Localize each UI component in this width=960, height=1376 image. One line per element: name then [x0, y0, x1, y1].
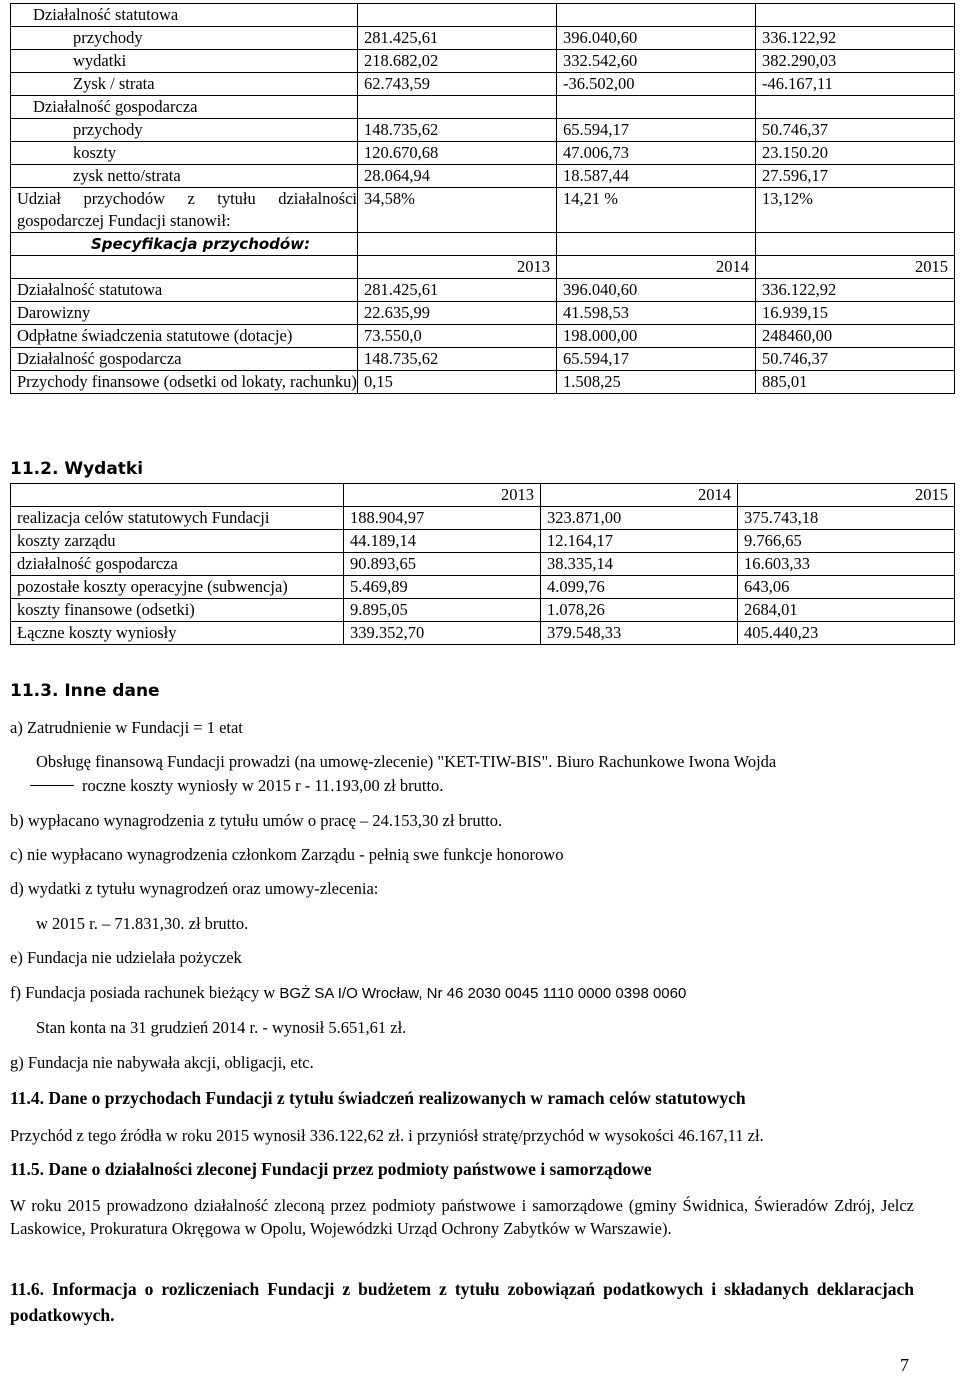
value-2015: 885,01	[756, 371, 955, 394]
value-2013: 90.893,65	[344, 553, 541, 576]
year-header: 2015	[756, 256, 955, 279]
value-2013: 9.895,05	[344, 599, 541, 622]
value-2013: 5.469,89	[344, 576, 541, 599]
row-label: wydatki	[11, 50, 358, 73]
table-row	[11, 599, 955, 622]
table-row	[11, 4, 955, 27]
value-2015: 382.290,03	[756, 50, 955, 73]
row-label: Odpłatne świadczenia statutowe (dotacje)	[11, 325, 358, 348]
table-row	[11, 50, 955, 73]
value-2015: 2684,01	[738, 599, 955, 622]
value-2015: 405.440,23	[738, 622, 955, 645]
value-2014: -36.502,00	[557, 73, 756, 96]
value-2014: 65.594,17	[557, 348, 756, 371]
section-115-text: W roku 2015 prowadzono działalność zleconą przez podmioty państwowe i samorządowe (gminy Świdnica, Świeradów Zdrój, Jelcz Laskowice, Prokuratura Okręgowa w Opolu, Wojewódzki Urząd Ochrony Zabytków w Warszawie).	[10, 1196, 914, 1238]
value-2015: 23.150.20	[756, 142, 955, 165]
item-d: d) wydatki z tytułu wynagrodzeń oraz umowy-zlecenia:	[10, 879, 379, 898]
row-label: Przychody finansowe (odsetki od lokaty, rachunku)	[11, 371, 358, 394]
value-2015: 9.766,65	[738, 530, 955, 553]
years-header-row	[11, 484, 955, 507]
row-label: koszty finansowe (odsetki)	[11, 599, 344, 622]
table-row	[11, 188, 955, 233]
value-2013: 281.425,61	[358, 27, 557, 50]
value-2013: 22.635,99	[358, 302, 557, 325]
table-row	[11, 302, 955, 325]
value-2015: 375.743,18	[738, 507, 955, 530]
table-row	[11, 119, 955, 142]
value-2013: 0,15	[358, 371, 557, 394]
year-header: 2013	[358, 256, 557, 279]
table-row	[11, 165, 955, 188]
value-2015: 336.122,92	[756, 279, 955, 302]
value-2014: 323.871,00	[541, 507, 738, 530]
obsluga-line-2: roczne koszty wyniosły w 2015 r - 11.193,00 zł brutto.	[82, 776, 444, 795]
value-2013: 188.904,97	[344, 507, 541, 530]
row-label: Działalność statutowa	[11, 279, 358, 302]
item-b: b) wypłacano wynagrodzenia z tytułu umów o pracę – 24.153,30 zł brutto.	[10, 811, 503, 830]
value-2015: -46.167,11	[756, 73, 955, 96]
section-heading-dzialalnosc-zlecona: 11.5. Dane o działalności zleconej Fundacji przez podmioty państwowe i samorządowe	[10, 1159, 652, 1179]
item-f-prefix: f) Fundacja posiada rachunek bieżący w	[10, 983, 280, 1002]
row-label: koszty zarządu	[11, 530, 344, 553]
value-2013: 281.425,61	[358, 279, 557, 302]
value-2015: 16.939,15	[756, 302, 955, 325]
table-row	[11, 507, 955, 530]
row-label: przychody	[11, 119, 358, 142]
row-label: zysk netto/strata	[11, 165, 358, 188]
financial-summary-table	[10, 3, 955, 394]
item-f	[10, 981, 686, 1005]
expenses-table	[10, 483, 955, 645]
value-2014: 18.587,44	[557, 165, 756, 188]
table-row	[11, 233, 955, 256]
spec-label: Specyfikacja przychodów:	[11, 233, 358, 256]
value-2014: 396.040,60	[557, 279, 756, 302]
row-label: Działalność statutowa	[11, 4, 358, 27]
value-2013: 120.670,68	[358, 142, 557, 165]
value-2014: 1.078,26	[541, 599, 738, 622]
value-2013: 148.735,62	[358, 119, 557, 142]
value-2015: 27.596,17	[756, 165, 955, 188]
value-2013: 62.743,59	[358, 73, 557, 96]
obsluga-line-1: Obsługę finansową Fundacji prowadzi (na umowę-zlecenie) "KET-TIW-BIS". Biuro Rachunkowe Iwona Wojda	[36, 752, 777, 771]
table-row	[11, 371, 955, 394]
share-2014: 14,21 %	[557, 188, 756, 233]
section-heading-wydatki: 11.2. Wydatki	[10, 459, 144, 479]
value-2014: 41.598,53	[557, 302, 756, 325]
value-2013: 73.550,0	[358, 325, 557, 348]
item-e: e) Fundacja nie udzielała pożyczek	[10, 948, 242, 967]
table-row	[11, 142, 955, 165]
table-row	[11, 553, 955, 576]
value-2015: 248460,00	[756, 325, 955, 348]
year-header: 2015	[738, 484, 955, 507]
section-114-text: Przychód z tego źródła w roku 2015 wynosił 336.122,62 zł. i przyniósł stratę/przychód w wysokości 46.167,11 zł.	[10, 1126, 764, 1145]
item-a: a) Zatrudnienie w Fundacji = 1 etat	[10, 718, 243, 737]
row-label: Działalność gospodarcza	[11, 96, 358, 119]
value-2014: 38.335,14	[541, 553, 738, 576]
item-c: c) nie wypłacano wynagrodzenia członkom Zarządu - pełnią swe funkcje honorowo	[10, 845, 564, 864]
year-header: 2014	[557, 256, 756, 279]
row-label: przychody	[11, 27, 358, 50]
value-2014: 4.099,76	[541, 576, 738, 599]
value-2015: 50.746,37	[756, 119, 955, 142]
year-header: 2013	[344, 484, 541, 507]
share-2015: 13,12%	[756, 188, 955, 233]
row-label: Darowizny	[11, 302, 358, 325]
value-2015: 16.603,33	[738, 553, 955, 576]
value-2013: 218.682,02	[358, 50, 557, 73]
value-2014: 198.000,00	[557, 325, 756, 348]
table-row	[11, 73, 955, 96]
value-2013: 44.189,14	[344, 530, 541, 553]
value-2015: 643,06	[738, 576, 955, 599]
bank-account: BGŻ SA I/O Wrocław, Nr 46 2030 0045 1110 0000 0398 0060	[279, 985, 687, 1002]
row-label: koszty	[11, 142, 358, 165]
table-row	[11, 325, 955, 348]
value-2015: 50.746,37	[756, 348, 955, 371]
expenses-rows	[11, 484, 955, 645]
page-number: 7	[900, 1355, 909, 1375]
row-label: działalność gospodarcza	[11, 553, 344, 576]
value-2014: 1.508,25	[557, 371, 756, 394]
years-header-row	[11, 256, 955, 279]
section-heading-inne-dane: 11.3. Inne dane	[10, 681, 160, 701]
value-2013: 148.735,62	[358, 348, 557, 371]
value-2014: 47.006,73	[557, 142, 756, 165]
year-header: 2014	[541, 484, 738, 507]
table-row	[11, 27, 955, 50]
row-label: Łączne koszty wyniosły	[11, 622, 344, 645]
section-heading-rozliczenia: 11.6. Informacja o rozliczeniach Fundacji z budżetem z tytułu zobowiązań podatkowych i składanych deklaracjach podatkowych.	[10, 1279, 914, 1325]
value-2014: 12.164,17	[541, 530, 738, 553]
table-row	[11, 622, 955, 645]
dash-line	[30, 785, 74, 786]
value-2013: 28.064,94	[358, 165, 557, 188]
row-label: Działalność gospodarcza	[11, 348, 358, 371]
value-2015: 336.122,92	[756, 27, 955, 50]
value-2014: 332.542,60	[557, 50, 756, 73]
table-row	[11, 96, 955, 119]
value-2013: 339.352,70	[344, 622, 541, 645]
table-row	[11, 530, 955, 553]
value-2014: 379.548,33	[541, 622, 738, 645]
table-row	[11, 279, 955, 302]
item-f-sub: Stan konta na 31 grudzień 2014 r. - wynosił 5.651,61 zł.	[36, 1018, 407, 1037]
summary-rows	[11, 4, 955, 394]
row-label: realizacja celów statutowych Fundacji	[11, 507, 344, 530]
value-2014: 396.040,60	[557, 27, 756, 50]
item-d-sub: w 2015 r. – 71.831,30. zł brutto.	[36, 914, 249, 933]
row-label: Zysk / strata	[11, 73, 358, 96]
table-row	[11, 348, 955, 371]
table-row	[11, 576, 955, 599]
section-heading-przychody: 11.4. Dane o przychodach Fundacji z tytułu świadczeń realizowanych w ramach celów statutowych	[10, 1088, 746, 1108]
share-2013: 34,58%	[358, 188, 557, 233]
value-2014: 65.594,17	[557, 119, 756, 142]
row-label: pozostałe koszty operacyjne (subwencja)	[11, 576, 344, 599]
share-label: Udział przychodów z tytułu działalności gospodarczej Fundacji stanowił:	[11, 188, 358, 233]
item-g: g) Fundacja nie nabywała akcji, obligacji, etc.	[10, 1053, 314, 1072]
